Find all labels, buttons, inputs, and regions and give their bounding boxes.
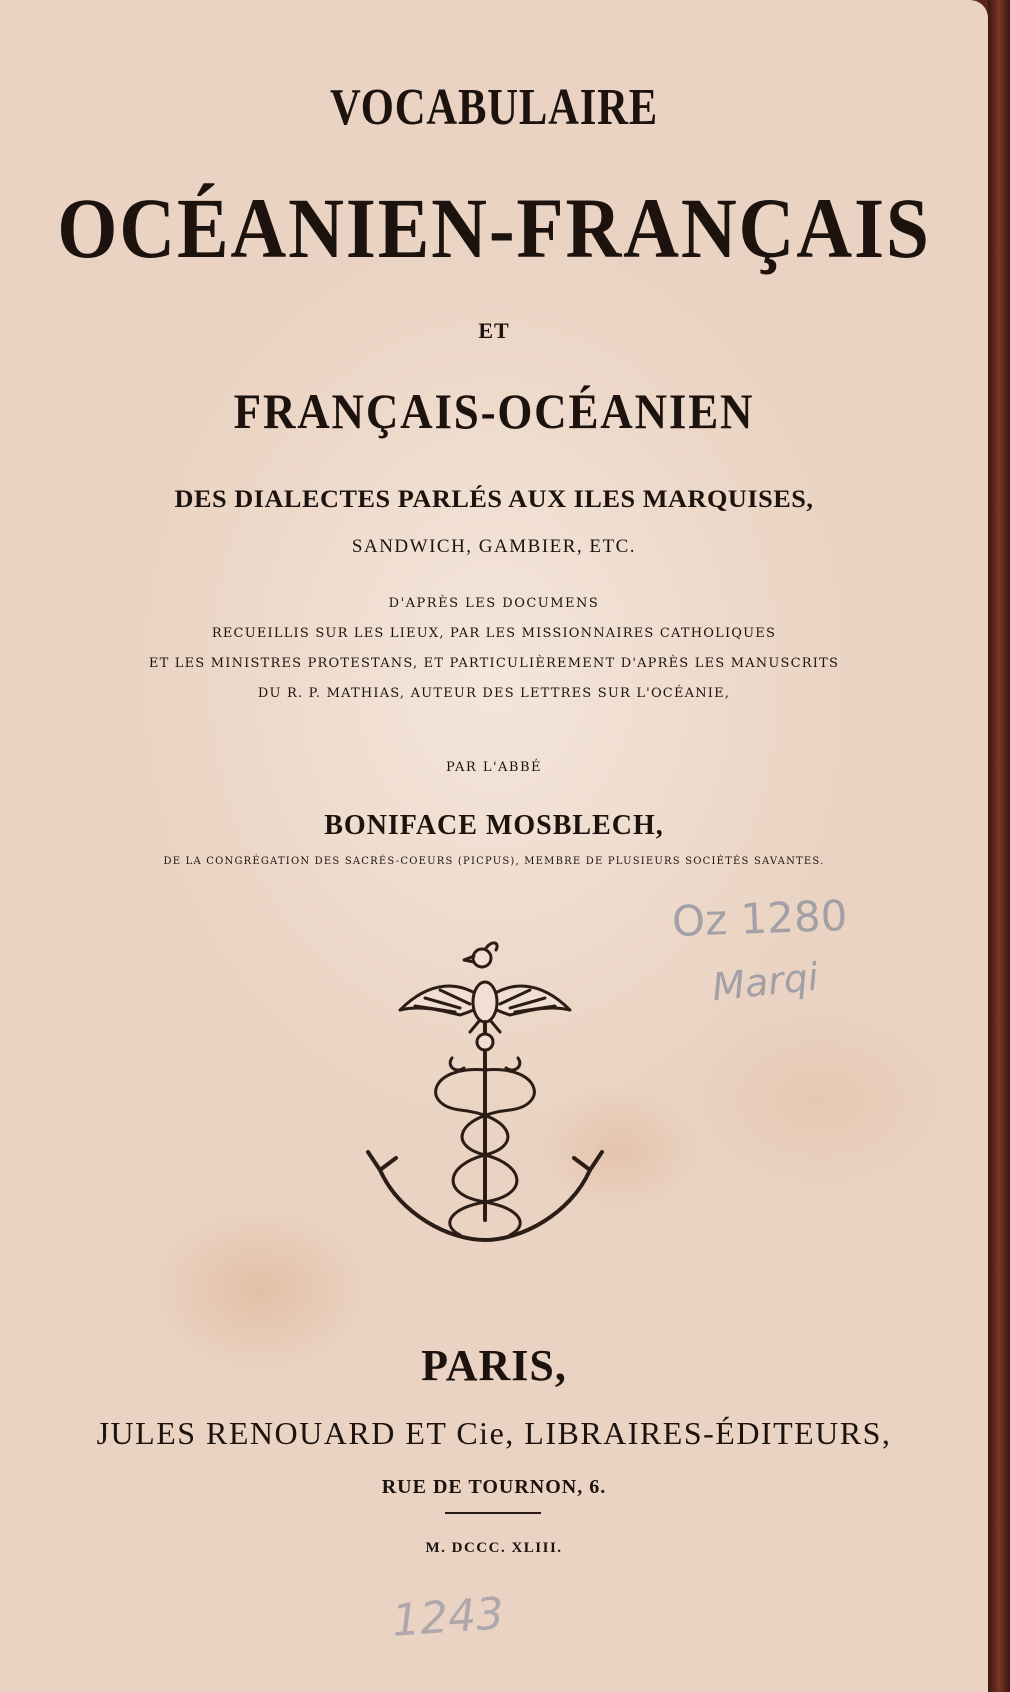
imprint-publisher: JULES RENOUARD ET Cie, LIBRAIRES-ÉDITEURS, — [96, 1415, 892, 1451]
sources-line-1: D'APRÈS LES DOCUMENS — [388, 596, 600, 611]
imprint-year: M. DCCC. XLIII. — [425, 1540, 563, 1556]
handwritten-shelfmark: Oz 1280 — [671, 890, 849, 947]
author-by: PAR L'ABBÉ — [445, 760, 543, 775]
imprint-divider — [445, 1512, 541, 1514]
handwritten-note: Marqi — [709, 954, 821, 1010]
title-oceanien-francais: OCÉANIEN-FRANÇAIS — [57, 180, 931, 276]
subtitle-islands: SANDWICH, GAMBIER, ETC. — [351, 536, 637, 557]
title-vocabulaire: VOCABULAIRE — [329, 79, 658, 136]
anchor-caduceus-eagle-emblem — [360, 940, 610, 1250]
author-name: BONIFACE MOSBLECH, — [324, 810, 664, 841]
title-conjunction: ET — [478, 318, 510, 343]
imprint-city: PARIS, — [421, 1341, 567, 1390]
imprint-address: RUE DE TOURNON, 6. — [381, 1476, 607, 1498]
sources-line-4: DU R. P. MATHIAS, AUTEUR DES LETTRES SUR L'OCÉANIE, — [257, 686, 731, 701]
sources-line-3: ET LES MINISTRES PROTESTANS, ET PARTICULIÈREMENT D'APRÈS LES MANUSCRITS — [148, 656, 840, 671]
book-binding-edge — [988, 0, 1010, 1692]
title-francais-oceanien: FRANÇAIS-OCÉANIEN — [233, 383, 755, 439]
handwritten-bottom-note: 1243 — [390, 1588, 506, 1647]
subtitle-dialects: DES DIALECTES PARLÉS AUX ILES MARQUISES, — [174, 486, 814, 513]
author-affiliation: DE LA CONGRÉGATION DES SACRÉS-COEURS (PICPUS), MEMBRE DE PLUSIEURS SOCIÉTÉS SAVANTES. — [163, 856, 825, 867]
sources-line-2: RECUEILLIS SUR LES LIEUX, PAR LES MISSIONNAIRES CATHOLIQUES — [211, 626, 777, 641]
